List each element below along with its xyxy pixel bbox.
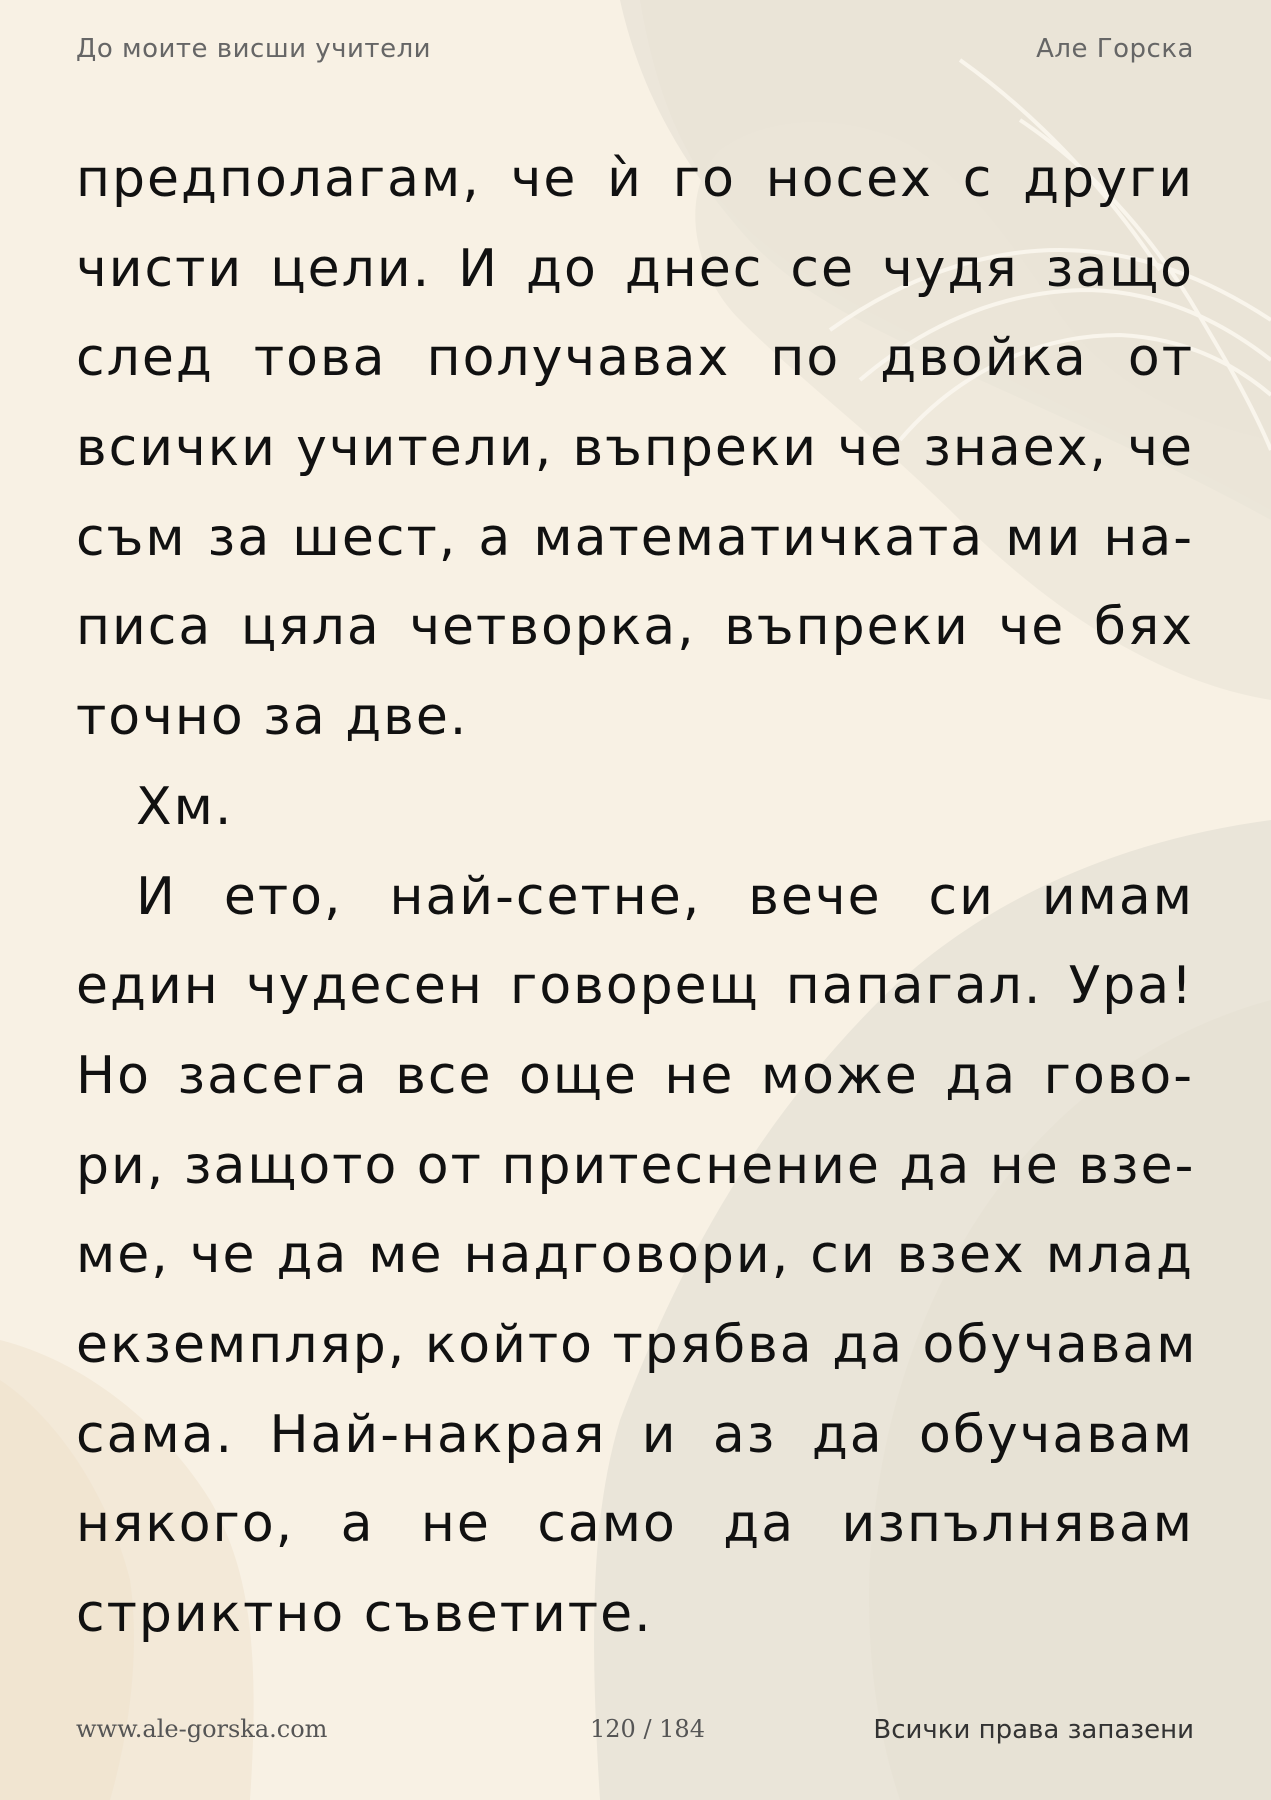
text-line: точно за две. [76,687,469,748]
text-line: след това получавах по двойка от [76,328,1194,389]
text-line: някого, а не само да изпълнявам [76,1494,1194,1555]
text-line: чисти цели. И до днес се чудя защо [76,238,1194,299]
page-number: 120 / 184 [590,1715,705,1743]
text-line: всички учители, въпреки че знаех, че [76,418,1194,479]
author-name: Але Горска [1036,34,1194,64]
page-footer [76,1715,1194,1751]
text-line: съм за шест, а математичката ми на- [76,507,1194,568]
text-line: И ето, най-сетне, вече си имам [136,866,1194,927]
text-line: Хм. [136,776,234,837]
text-line: писа цяла четворка, въпреки че бях [76,597,1194,658]
text-line: екземпляр, който трябва да обучавам [76,1314,1198,1375]
text-line: ме, че да ме надговори, си взех млад [76,1225,1194,1286]
text-line: стриктно съветите. [76,1584,653,1644]
text-line: Но засега все още не може да гово- [76,1045,1194,1106]
copyright-notice: Всички права запазени [873,1715,1194,1745]
text-line: един чудесен говорещ папагал. Ура! [76,956,1194,1017]
page-header [76,34,1194,70]
text-line: ри, защото от притеснение да не взе- [76,1135,1196,1196]
body-text [76,135,1198,1660]
text-line: сама. Най-накрая и аз да обучавам [76,1404,1194,1465]
book-title: До моите висши учители [76,34,432,64]
website-link[interactable]: www.ale-gorska.com [76,1715,328,1743]
text-line: предполагам, че ѝ го носех с други [76,149,1194,209]
